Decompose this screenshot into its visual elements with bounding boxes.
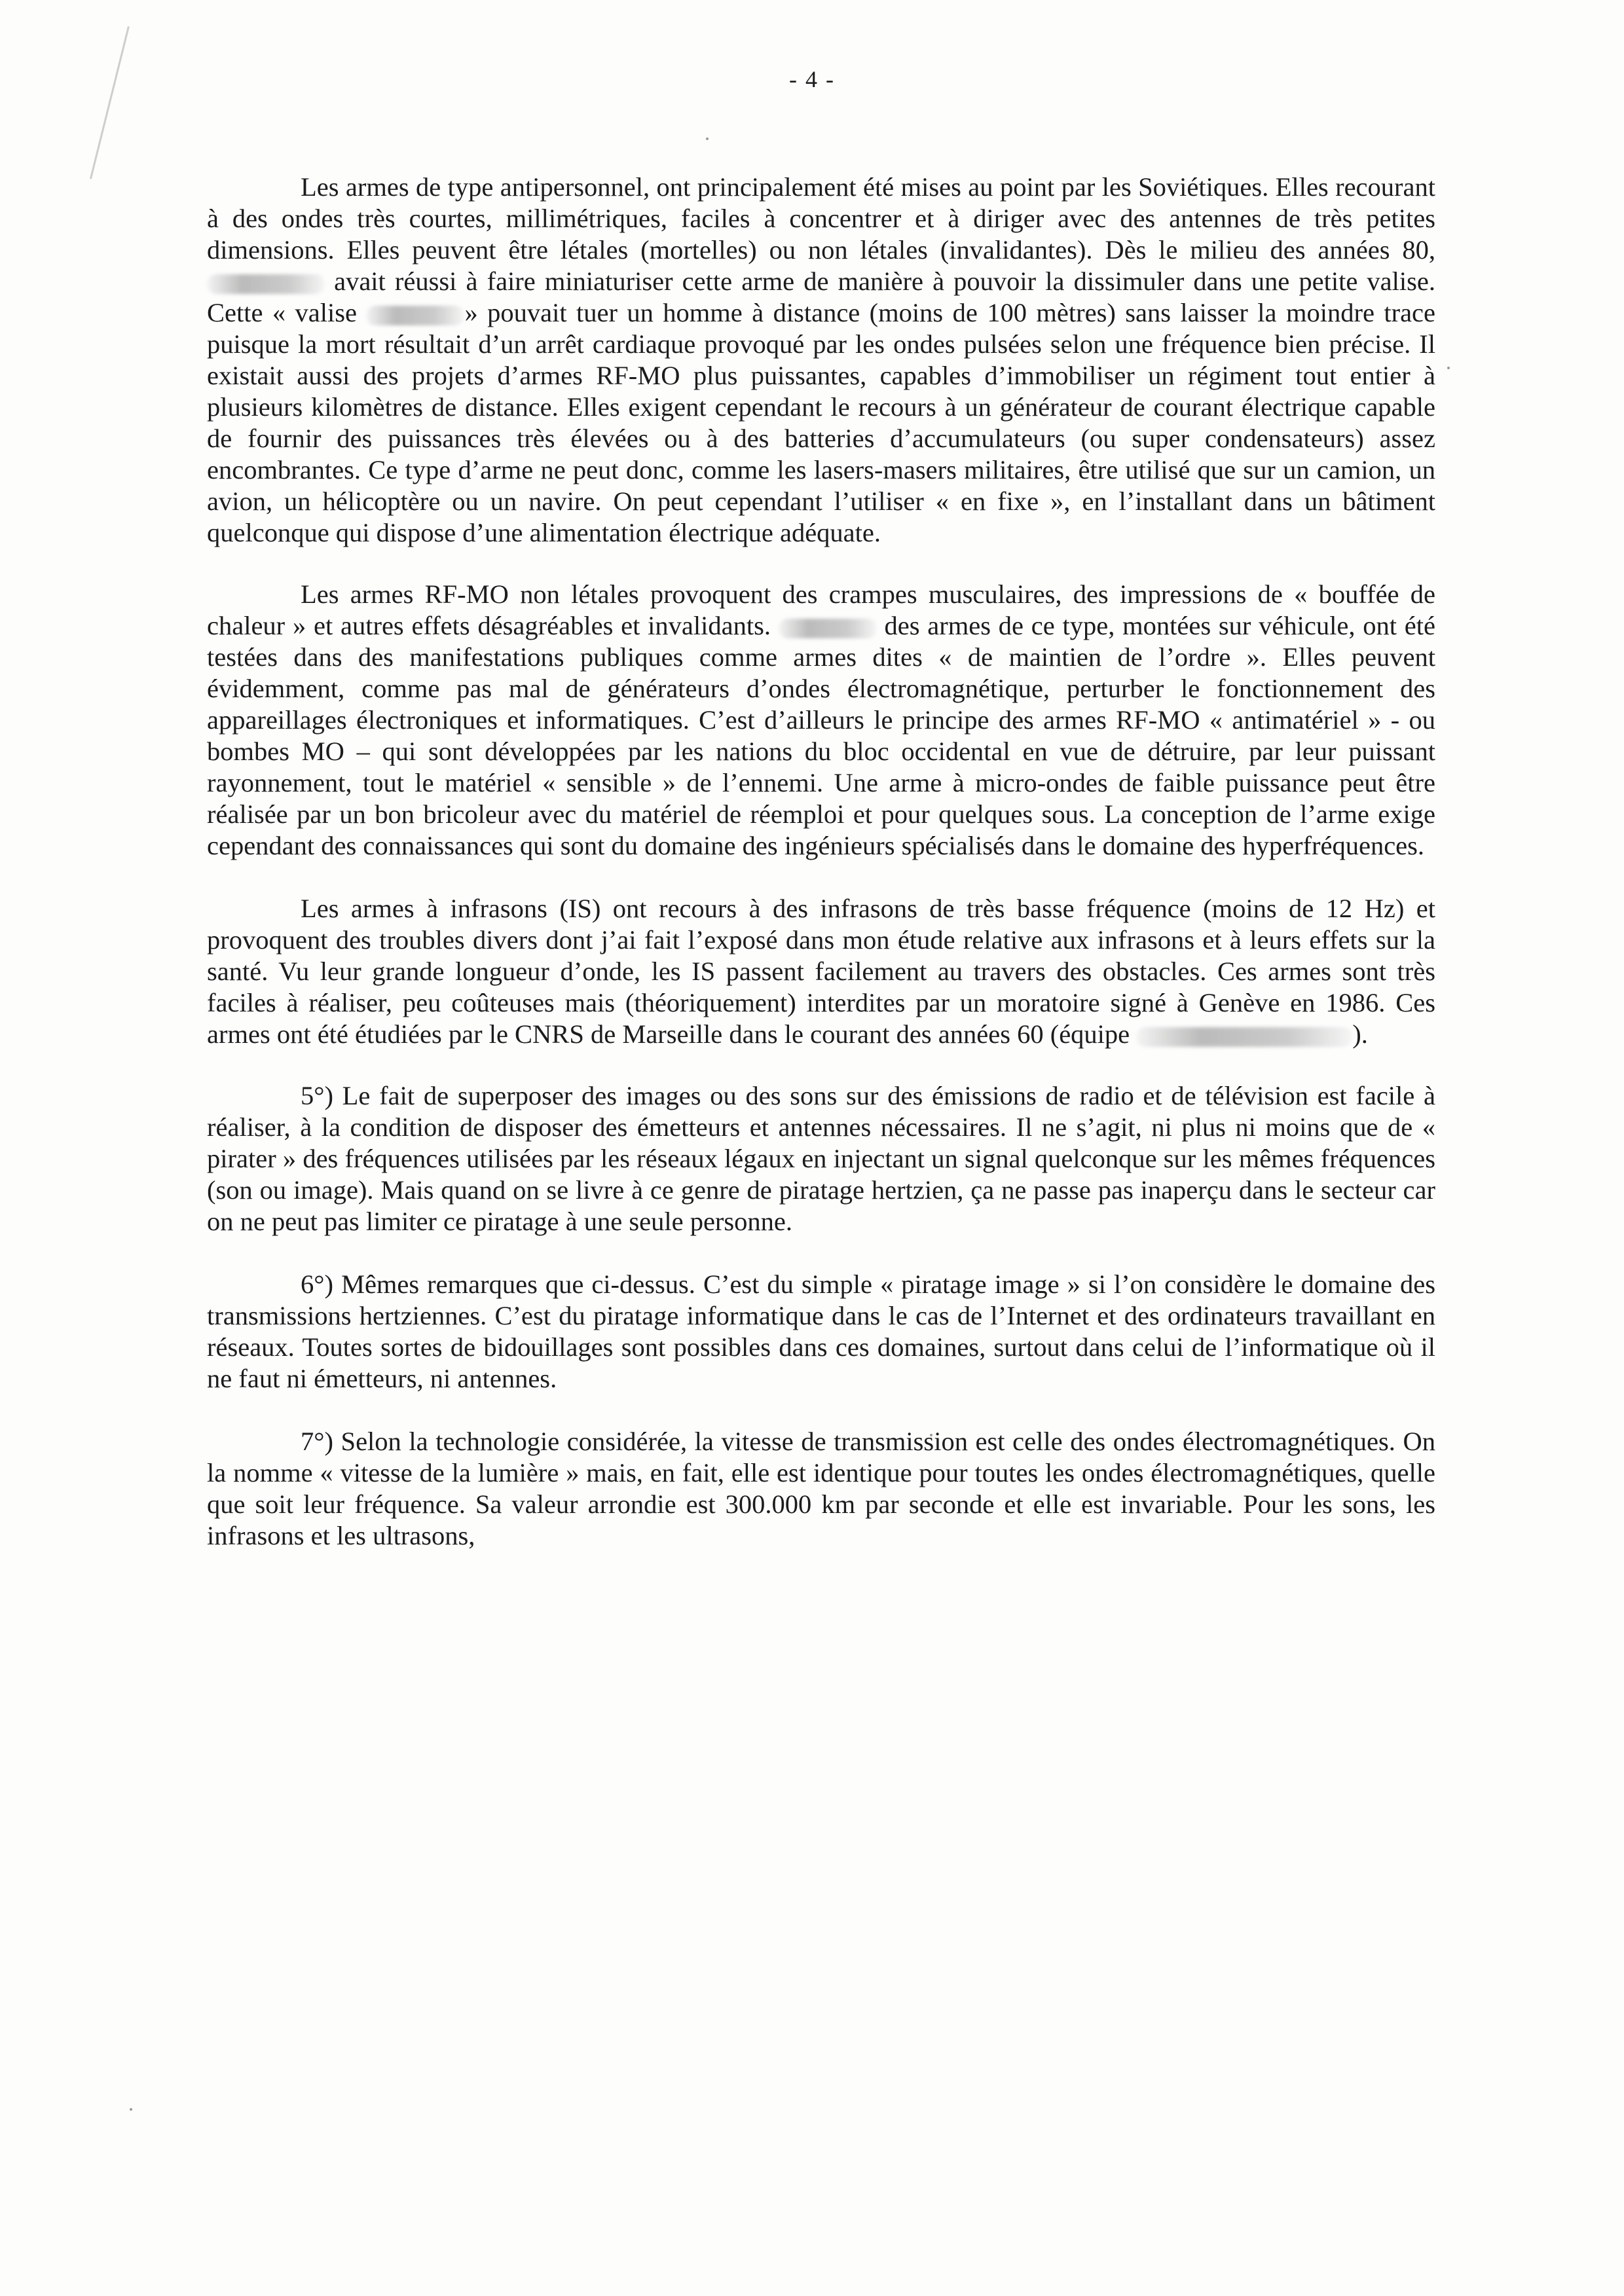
- page-number: - 4 -: [789, 66, 835, 92]
- redacted-name: [779, 619, 877, 638]
- paragraph-point-5: [207, 1080, 1435, 1237]
- paragraph-text: avait réussi à faire miniaturiser cette arme de manière à pouvoir la dissimuler dans une petite valise. Cette « valise: [207, 266, 1435, 327]
- paragraph-text: 6°) Mêmes remarques que ci-dessus. C’est du simple « piratage image » si l’on considère le domaine des transmissions hertziennes. C’est du piratage informatique dans le cas de l’Internet et des ordinateurs travaillant en réseaux. Toutes sortes de bidouillages sont possibles dans ces domaines, surtout dans celui de l’informatique où il ne faut ni émetteurs, ni antennes.: [207, 1269, 1435, 1393]
- paragraph-non-lethal-rfmo: [207, 579, 1435, 862]
- document-body: [207, 172, 1435, 1582]
- scan-artifact-dot: [1447, 367, 1450, 369]
- redacted-name: [207, 274, 325, 294]
- paragraph-point-7: [207, 1426, 1435, 1552]
- paragraph-text: 7°) Selon la technologie considérée, la vitesse de transmission est celle des ondes électromagnétiques. On la nomme « vitesse de la lumière » mais, en fait, elle est identique pour toutes les ondes électromagnétiques, quelle que soit leur fréquence. Sa valeur arrondie est 300.000 km par seconde et elle est invariable. Pour les sons, les infrasons et les ultrasons,: [207, 1427, 1435, 1550]
- paragraph-text: 5°) Le fait de superposer des images ou des sons sur des émissions de radio et de télévision est facile à réaliser, à la condition de disposer des émetteurs et antennes nécessaires. Il ne s’agit, ni plus ni moins que de « pirater » des fréquences utilisées par les réseaux légaux en injectant un signal quelconque sur les mêmes fréquences (son ou image). Mais quand on se livre à ce genre de piratage hertzien, ça ne passe pas inaperçu dans le secteur car on ne peut pas limiter ce piratage à une seule personne.: [207, 1081, 1435, 1236]
- paragraph-text: des armes de ce type, montées sur véhicule, ont été testées dans des manifestations publiques comme armes dites « de maintien de l’ordre ». Elles peuvent évidemment, comme pas mal de générateurs d’ondes électromagnétique, perturber le fonctionnement des appareillages électroniques et informatiques. C’est d’ailleurs le principe des armes RF-MO « antimatériel » - ou bombes MO – qui sont développées par les nations du bloc occidental en vue de détruire, par leur puissant rayonnement, tout le matériel « sensible » de l’ennemi. Une arme à micro-ondes de faible puissance peut être réalisée par un bon bricoleur avec du matériel de réemploi et pour quelques sous. La conception de l’arme exige cependant des connaissances qui sont du domaine des ingénieurs spécialisés dans le domaine des hyperfréquences.: [207, 611, 1435, 860]
- scan-artifact-dot: [706, 137, 709, 140]
- redacted-name: [366, 306, 464, 325]
- paragraph-text: Les armes de type antipersonnel, ont principalement été mises au point par les Soviétiques. Elles recourant à des ondes très courtes, millimétriques, faciles à concentrer et à diriger avec des antennes de très petites dimensions. Elles peuvent être létales (mortelles) ou non létales (invalidantes). Dès le milieu des années 80,: [207, 172, 1435, 264]
- paragraph-point-6: [207, 1269, 1435, 1394]
- paragraph-infrasound-weapons: [207, 893, 1435, 1050]
- paragraph-antipersonnel-weapons: [207, 172, 1435, 549]
- redacted-name: [1136, 1027, 1352, 1047]
- paragraph-text: Les armes à infrasons (IS) ont recours à des infrasons de très basse fréquence (moins de 12 Hz) et provoquent des troubles divers dont j’ai fait l’exposé dans mon étude relative aux infrasons et à leurs effets sur la santé. Vu leur grande longueur d’onde, les IS passent facilement au travers des obstacles. Ces armes sont très faciles à réaliser, peu coûteuses mais (théoriquement) interdites par un moratoire signé à Genève en 1986. Ces armes ont été étudiées par le CNRS de Marseille dans le courant des années 60 (équipe: [207, 894, 1435, 1049]
- scan-artifact-dot: [130, 2108, 132, 2111]
- paragraph-text: ).: [1352, 1019, 1368, 1049]
- paragraph-text: Les armes RF-MO non létales provoquent des crampes musculaires, des impressions de « bouffée de chaleur » et autres effets désagréables et invalidants.: [207, 579, 1435, 640]
- paragraph-text: » pouvait tuer un homme à distance (moins de 100 mètres) sans laisser la moindre trace puisque la mort résultait d’un arrêt cardiaque provoqué par les ondes pulsées selon une fréquence bien précise. Il existait aussi des projets d’armes RF-MO plus puissantes, capables d’immobiliser un régiment tout entier à plusieurs kilomètres de distance. Elles exigent cependant le recours à un générateur de courant électrique capable de fournir des puissances très élevées ou à des batteries d’accumulateurs (ou super condensateurs) assez encombrantes. Ce type d’arme ne peut donc, comme les lasers-masers militaires, être utilisé que sur un camion, un avion, un hélicoptère ou un navire. On peut cependant l’utiliser « en fixe », en l’installant dans un bâtiment quelconque qui dispose d’une alimentation électrique adéquate.: [207, 298, 1435, 547]
- scan-artifact-line: [90, 26, 130, 179]
